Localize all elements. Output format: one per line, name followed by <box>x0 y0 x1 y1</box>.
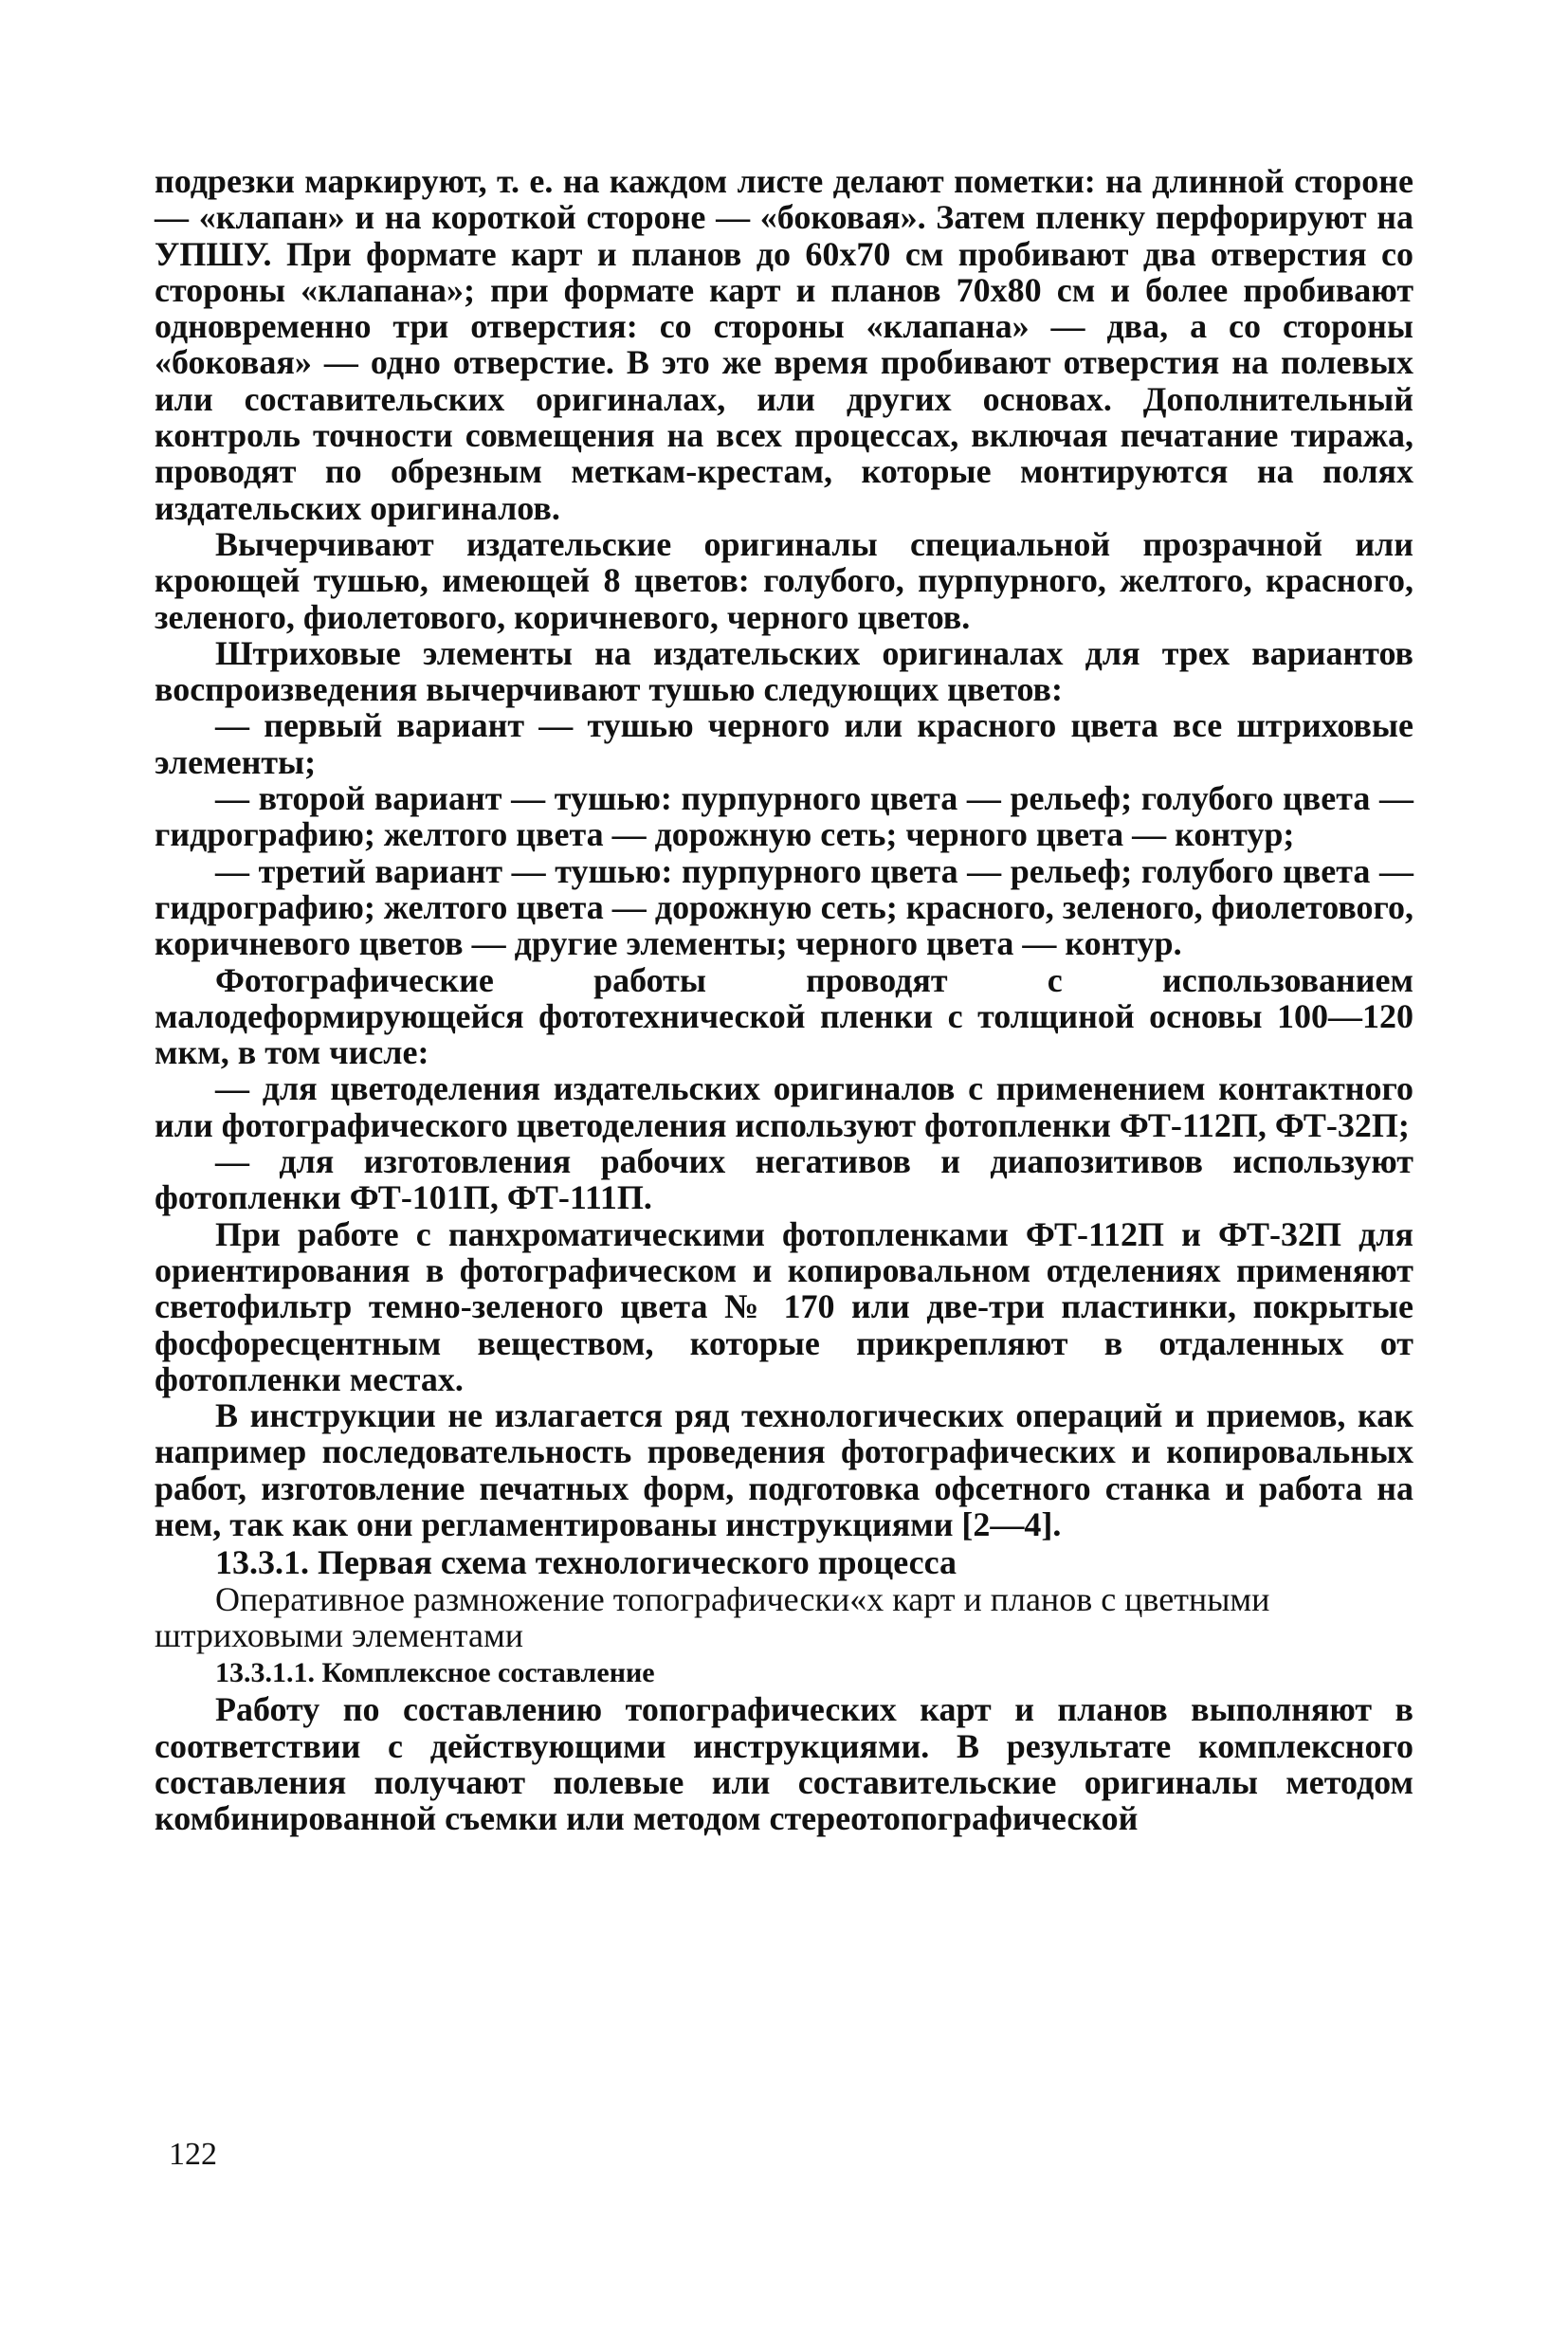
paragraph-continuation: подрезки маркируют, т. е. на каждом листе делают пометки: на длинной стороне — «клапан» и на короткой стороне — «боковая». Затем пленку перфорируют на УПШУ. При формате карт и планов до 60х70 см пробивают два отверстия со стороны «клапана»; при формате карт и планов 70х80 см и более пробивают одновременно три отверстия: со стороны «клапана» — два, а со стороны «боковая» — одно отверстие. В это же время пробивают отверстия на полевых или составительских оригиналах, или других основах. Дополнительный контроль точности совмещения на всех процессах, включая печатание тиража, проводят по обрезным меткам-крестам, которые монтируются на полях издательских оригиналов. <box>155 162 1413 527</box>
paragraph-line-elements: Штриховые элементы на издательских оригиналах для трех вариантов воспроизведения вычерчивают тушью следующих цветов: <box>155 633 1413 709</box>
list-item-variant-1: — первый вариант — тушью черного или красного цвета все штриховые элементы; <box>155 706 1413 781</box>
body-text <box>155 163 1413 1837</box>
subsection-heading: 13.3.1.1. Комплексное составление <box>215 1657 655 1689</box>
section-subtitle: Оперативное размножение топографически«х карт и планов с цветными штриховыми элементами <box>155 1579 1270 1654</box>
paragraph-panchromatic: При работе с панхроматическими фотопленками ФТ-112П и ФТ-32П для ориентирования в фотографическом и копировальном отделениях применяют светофильтр темно-зеленого цвета № 170 или две-три пластинки, покрытые фосфоресцентным веществом, которые прикрепляют в отдаленных от фотопленки местах. <box>155 1214 1413 1398</box>
list-item-negatives: — для изготовления рабочих негативов и диапозитивов используют фотопленки ФТ-101П, ФТ-111П. <box>155 1142 1413 1217</box>
section-heading: 13.3.1. Первая схема технологического процесса <box>215 1543 957 1582</box>
list-item-variant-3: — третий вариант — тушью: пурпурного цвета — рельеф; голубого цвета — гидрографию; желтого цвета — дорожную сеть; красного, зеленого, фиолетового, коричневого цветов — другие элементы; черного цвета — контур. <box>155 851 1413 963</box>
paragraph-compilation: Работу по составлению топографических карт и планов выполняют в соответствии с действующими инструкциями. В результате комплексного составления получают полевые или составительские оригиналы методом комбинированной съемки или методом стереотопографической <box>155 1690 1413 1838</box>
paragraph-instruction-scope: В инструкции не излагается ряд технологических операций и приемов, как например последовательность проведения фотографических и копировальных работ, изготовление печатных форм, подготовка офсетного станка и работа на нем, так как они регламентированы инструкциями [2—4]. <box>155 1396 1413 1543</box>
paragraph-inks: Вычерчивают издательские оригиналы специальной прозрачной или кроющей тушью, имеющей 8 цветов: голубого, пурпурного, желтого, красного, зеленого, фиолетового, коричневого, черного цветов. <box>155 524 1413 636</box>
list-item-color-separation: — для цветоделения издательских оригиналов с применением контактного или фотографического цветоделения используют фотопленки ФТ-112П, ФТ-32П; <box>155 1069 1413 1144</box>
list-item-variant-2: — второй вариант — тушью: пурпурного цвета — рельеф; голубого цвета — гидрографию; желтого цвета — дорожную сеть; черного цвета — контур; <box>155 779 1413 854</box>
page-number: 122 <box>169 2137 217 2172</box>
paragraph-photo-works: Фотографические работы проводят с использованием малодеформирующейся фототехнической пленки с толщиной основы 100—120 мкм, в том числе: <box>155 960 1413 1072</box>
